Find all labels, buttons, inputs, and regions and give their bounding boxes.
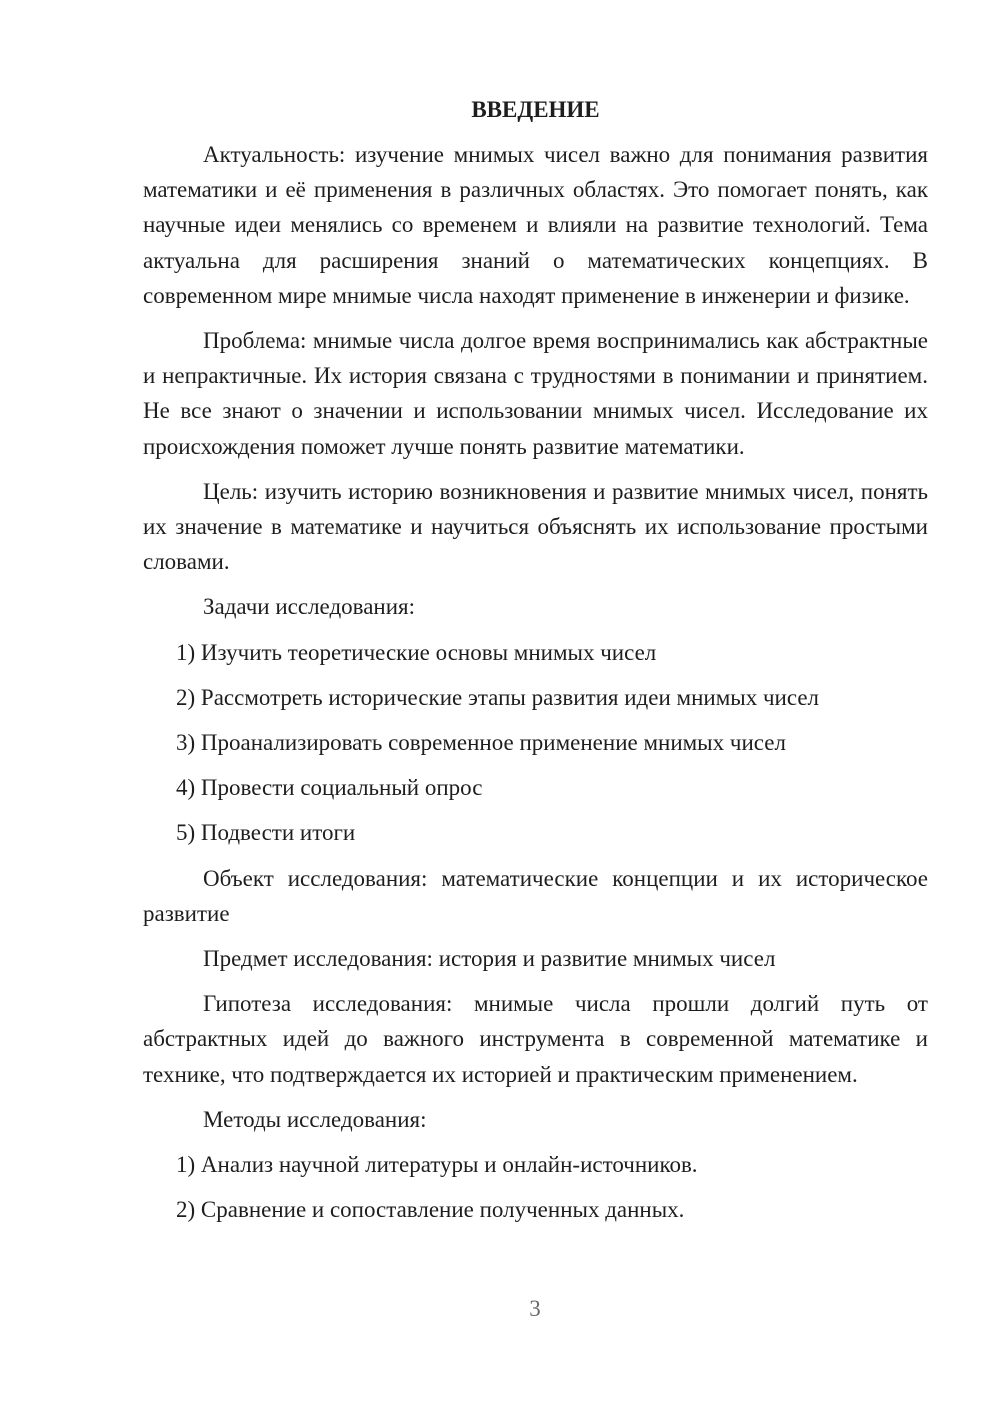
list-item: 3) Проанализировать современное применение мнимых чисел: [176, 730, 786, 756]
methods-heading: Методы исследования:: [203, 1106, 427, 1132]
list-item: 5) Подвести итоги: [176, 820, 356, 846]
subject-paragraph: Предмет исследования: история и развитие мнимых чисел: [203, 946, 776, 972]
tasks-heading: Задачи исследования:: [203, 594, 416, 620]
goal-paragraph: Цель: изучить историю возникновения и развитие мнимых чисел, понять их значение в математике и научиться объяснять их использование простыми словами.: [143, 478, 928, 575]
methods-list: [143, 1147, 928, 1227]
page-title: ВВЕДЕНИЕ: [471, 97, 600, 122]
page-number: 3: [529, 1296, 541, 1321]
hypothesis-paragraph: Гипотеза исследования: мнимые числа прошли долгий путь от абстрактных идей до важного инструмента в современной математике и технике, что подтверждается их историей и практическим применением.: [143, 991, 928, 1087]
list-item: 2) Сравнение и сопоставление полученных данных.: [176, 1197, 685, 1223]
tasks-list: [143, 635, 928, 851]
relevance-paragraph: Актуальность: изучение мнимых чисел важно для понимания развития математики и её применения в различных областях. Это помогает понять, как научные идеи менялись со временем и влияли на развитие технологий. Тема актуальна для расширения знаний о математических концепциях. В современном мире мнимые числа находят применение в инженерии и физике.: [143, 142, 928, 308]
list-item: 4) Провести социальный опрос: [176, 775, 483, 801]
document-page: [143, 92, 928, 1237]
list-item: 1) Анализ научной литературы и онлайн-источников.: [176, 1152, 698, 1178]
object-paragraph: Объект исследования: математические концепции и их историческое развитие: [143, 865, 928, 926]
list-item: 2) Рассмотреть исторические этапы развития идеи мнимых чисел: [176, 684, 820, 710]
problem-paragraph: Проблема: мнимые числа долгое время воспринимались как абстрактные и непрактичные. Их история связана с трудностями в понимании и принятием. Не все знают о значении и использовании мнимых чисел. Исследование их происхождения поможет лучше понять развитие математики.: [143, 328, 928, 459]
list-item: 1) Изучить теоретические основы мнимых чисел: [176, 639, 657, 665]
